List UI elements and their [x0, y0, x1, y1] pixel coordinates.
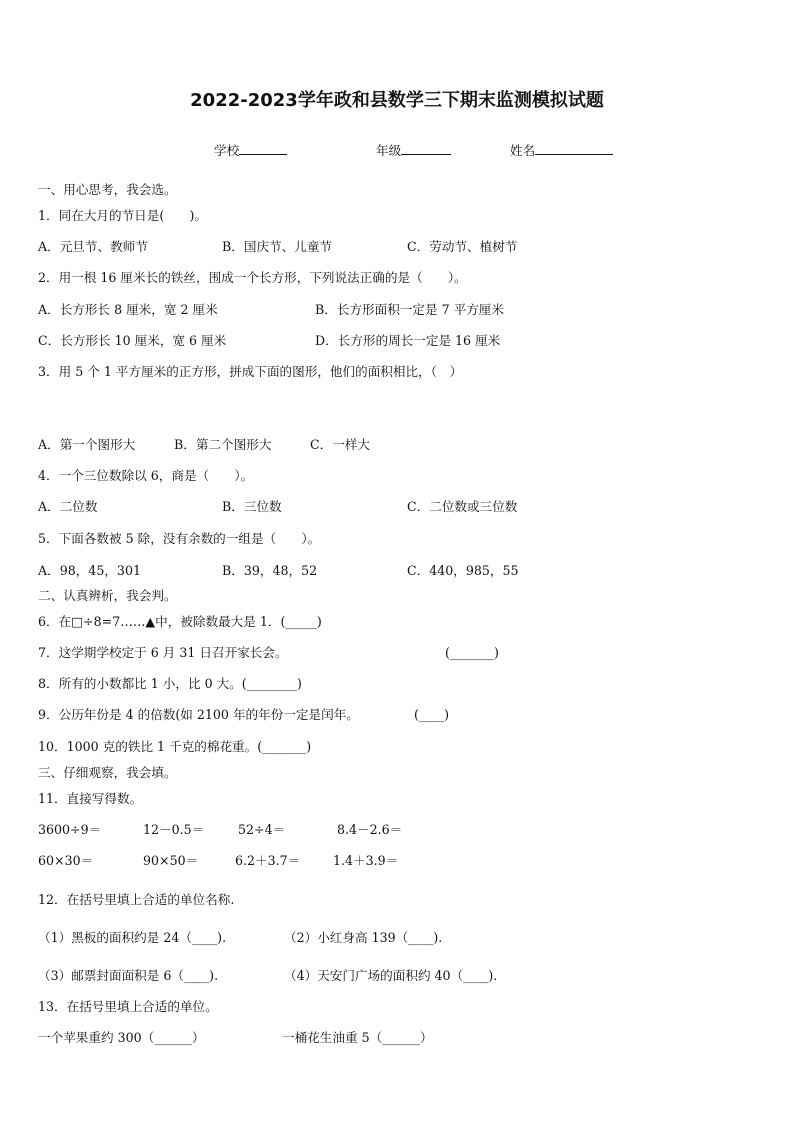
q12-part-2[interactable]: （2）小红身高 139（____).	[284, 930, 443, 945]
q13-stem: 13．在括号里填上合适的单位。	[38, 999, 218, 1014]
q12-part-3[interactable]: （3）邮票封面面积是 6（____).	[38, 968, 219, 983]
q11-item[interactable]: 1.4＋3.9＝	[333, 853, 399, 868]
exam-title: 2022-2023学年政和县数学三下期末监测模拟试题	[190, 90, 604, 111]
grade-label: 年级	[376, 143, 402, 158]
name-label: 姓名	[510, 143, 536, 158]
q9-answer-blank[interactable]: (____)	[414, 707, 450, 722]
grade-field	[376, 142, 451, 159]
name-blank[interactable]	[535, 142, 613, 155]
q4-stem: 4．一个三位数除以 6，商是（ ）。	[38, 468, 254, 483]
q11-item[interactable]: 3600÷9＝	[38, 822, 102, 837]
q4-option-a[interactable]: A．二位数	[38, 499, 98, 514]
q11-item[interactable]: 60×30＝	[38, 853, 94, 868]
school-field	[214, 142, 287, 159]
q2-option-c[interactable]: C．长方形长 10 厘米，宽 6 厘米	[38, 333, 227, 348]
q12-part-1[interactable]: （1）黑板的面积约是 24（____).	[38, 930, 227, 945]
q9-stem: 9．公历年份是 4 的倍数(如 2100 年的年份一定是闰年。	[38, 707, 359, 722]
q13-part-2[interactable]: 一桶花生油重 5（______）	[282, 1030, 433, 1045]
q11-item[interactable]: 8.4－2.6＝	[337, 822, 403, 837]
school-label: 学校	[214, 143, 240, 158]
q2-option-d[interactable]: D．长方形的周长一定是 16 厘米	[315, 333, 501, 348]
q11-item[interactable]: 12－0.5＝	[143, 822, 205, 837]
q11-item[interactable]: 52÷4＝	[238, 822, 286, 837]
q8-text: 8．所有的小数都比 1 小，比 0 大。(________)	[38, 676, 302, 691]
q3-stem: 3．用 5 个 1 平方厘米的正方形，拼成下面的图形，他们的面积相比，（ ）	[38, 364, 463, 379]
q2-stem: 2．用一根 16 厘米长的铁丝，围成一个长方形，下列说法正确的是（ ）。	[38, 270, 467, 285]
q10-text: 10．1000 克的铁比 1 千克的棉花重。(_______)	[38, 739, 312, 754]
q1-option-c[interactable]: C．劳动节、植树节	[407, 239, 518, 254]
q1-option-b[interactable]: B．国庆节、儿童节	[222, 239, 333, 254]
q3-option-b[interactable]: B．第二个图形大	[174, 437, 272, 452]
q5-stem: 5．下面各数被 5 除，没有余数的一组是（ ）。	[38, 531, 321, 546]
q5-option-a[interactable]: A．98，45，301	[38, 563, 141, 578]
q6-text: 6．在□÷8=7……▲中，被除数最大是 1．(_____)	[38, 614, 322, 629]
q1-stem: 1．同在大月的节日是( )。	[38, 208, 207, 223]
q5-option-c[interactable]: C．440，985，55	[407, 563, 519, 578]
q12-part-4[interactable]: （4）天安门广场的面积约 40（____).	[284, 968, 498, 983]
q12-stem: 12．在括号里填上合适的单位名称.	[38, 892, 235, 907]
q11-stem: 11．直接写得数。	[38, 791, 143, 806]
q3-option-c[interactable]: C．一样大	[310, 437, 371, 452]
q2-option-a[interactable]: A．长方形长 8 厘米，宽 2 厘米	[38, 302, 218, 317]
q7-stem: 7．这学期学校定于 6 月 31 日召开家长会。	[38, 645, 288, 660]
name-field	[510, 142, 613, 159]
section-3-heading: 三、仔细观察，我会填。	[38, 765, 177, 780]
q3-option-a[interactable]: A．第一个图形大	[38, 437, 136, 452]
q13-part-1[interactable]: 一个苹果重约 300（______）	[38, 1030, 205, 1045]
q5-option-b[interactable]: B．39，48，52	[222, 563, 318, 578]
section-1-heading: 一、用心思考，我会选。	[38, 182, 177, 197]
q4-option-c[interactable]: C．二位数或三位数	[407, 499, 518, 514]
q1-option-a[interactable]: A．元旦节、教师节	[38, 239, 148, 254]
q11-item[interactable]: 6.2＋3.7＝	[235, 853, 301, 868]
q7-answer-blank[interactable]: (_______)	[445, 645, 499, 660]
q11-item[interactable]: 90×50＝	[143, 853, 199, 868]
grade-blank[interactable]	[401, 142, 451, 155]
q2-option-b[interactable]: B．长方形面积一定是 7 平方厘米	[315, 302, 504, 317]
section-2-heading: 二、认真辨析，我会判。	[38, 588, 177, 603]
school-blank[interactable]	[239, 142, 287, 155]
q4-option-b[interactable]: B．三位数	[222, 499, 282, 514]
